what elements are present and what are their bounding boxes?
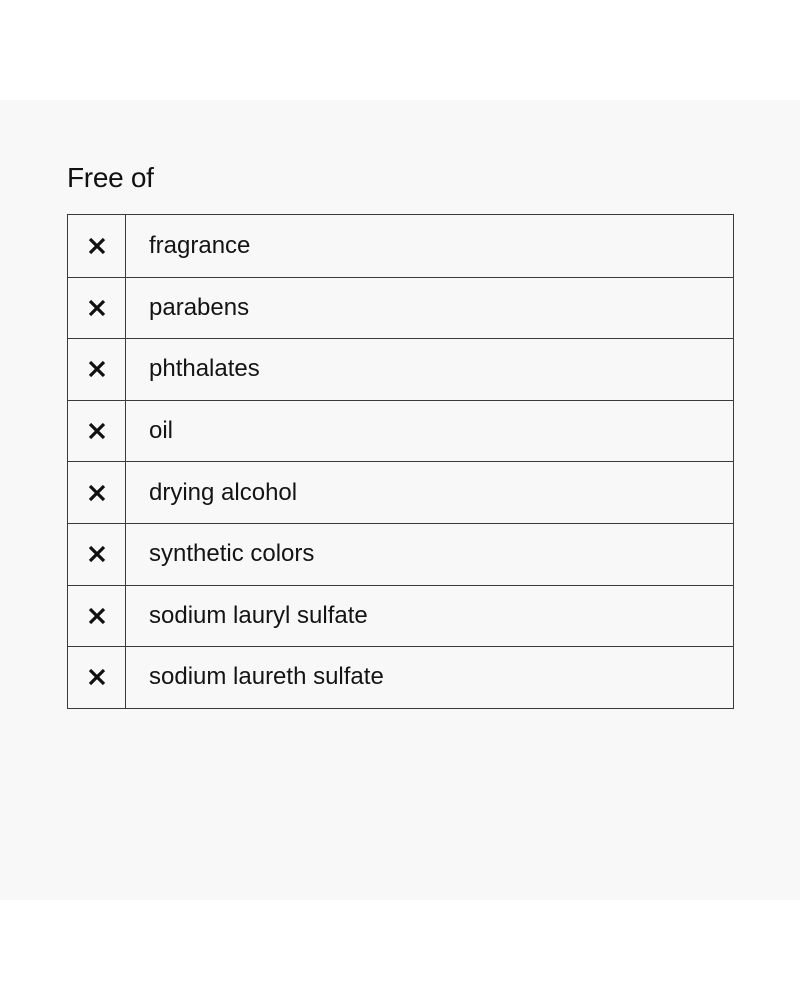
table-row [68,585,733,647]
item-label: phthalates [149,355,260,383]
table-row [68,461,733,523]
x-icon [88,484,106,502]
table-row [68,400,733,462]
mark-cell [68,278,126,339]
x-icon [88,422,106,440]
mark-cell [68,647,126,708]
mark-cell [68,215,126,277]
x-icon [88,668,106,686]
table-row [68,338,733,400]
mark-cell [68,401,126,462]
table-row [68,523,733,585]
table-row [68,215,733,277]
x-icon [88,360,106,378]
table-row [68,277,733,339]
item-label: oil [149,417,174,445]
item-label: synthetic colors [149,540,315,568]
x-icon [88,299,106,317]
item-label: sodium laureth sulfate [149,663,384,691]
item-label: fragrance [149,231,251,259]
x-icon [88,237,106,255]
item-label: sodium lauryl sulfate [149,601,368,629]
x-icon [88,607,106,625]
item-label: parabens [149,293,250,321]
x-icon [88,545,106,563]
mark-cell [68,524,126,585]
free-of-table [67,214,734,709]
mark-cell [68,339,126,400]
table-row [68,646,733,708]
mark-cell [68,586,126,647]
section-heading: Free of [67,162,154,193]
mark-cell [68,462,126,523]
item-label: drying alcohol [149,478,298,506]
